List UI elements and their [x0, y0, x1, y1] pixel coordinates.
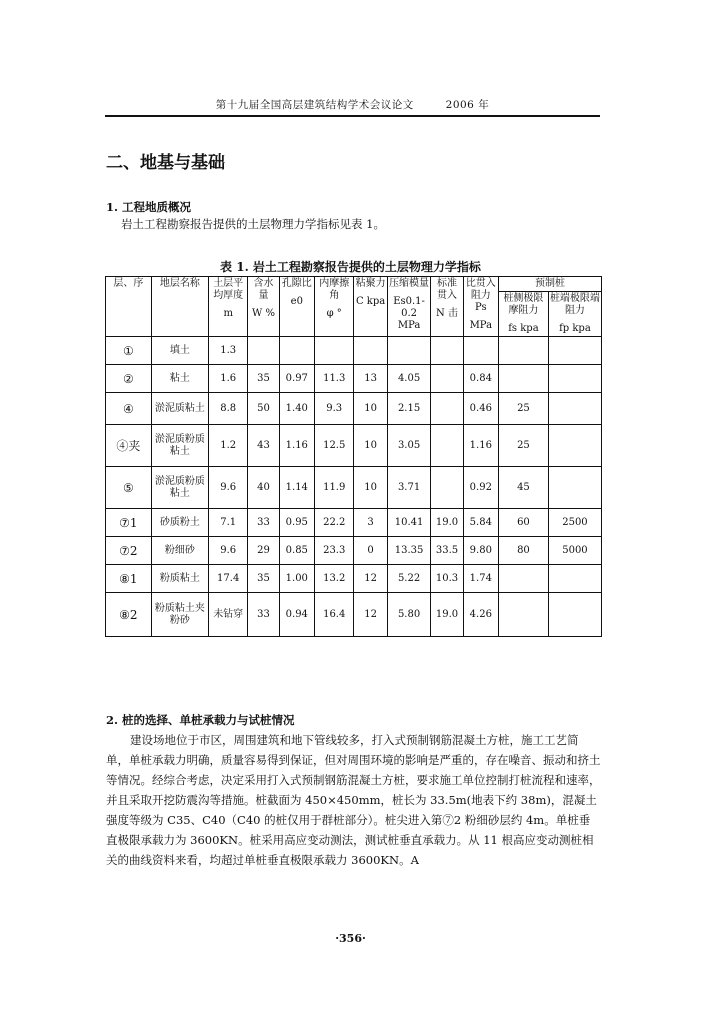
table-cell: 淤泥质粘土: [151, 393, 208, 425]
col-header-water-label: 含水量: [253, 278, 274, 301]
table-row: [106, 537, 602, 565]
soil-properties-table: [105, 276, 602, 637]
table-cell: 4.05: [387, 365, 431, 393]
table-cell: 5.22: [387, 565, 431, 593]
table-cell: 2500: [548, 509, 601, 537]
col-header-thickness: [208, 277, 248, 337]
table-cell: [498, 337, 548, 365]
header-rule: [105, 115, 600, 117]
col-header-friction-unit: φ °: [326, 308, 342, 319]
header-year: 2006 年: [445, 99, 490, 111]
table-cell: ④: [106, 393, 152, 425]
col-header-spt-unit: N 击: [436, 308, 458, 319]
col-header-fs: [498, 292, 548, 337]
table-cell: 0.46: [463, 393, 498, 425]
table-cell: 9.6: [208, 467, 248, 509]
table-cell: 33: [248, 509, 279, 537]
table-cell: [463, 337, 498, 365]
table-cell: 25: [498, 393, 548, 425]
table-cell: 2.15: [387, 393, 431, 425]
table-cell: 1.16: [279, 425, 314, 467]
table-cell: ⑧2: [106, 593, 152, 637]
col-header-fs-unit: fs kpa: [508, 323, 539, 334]
table-cell: [548, 467, 601, 509]
col-header-water-unit: W %: [252, 308, 276, 319]
table-row: [106, 565, 602, 593]
table-cell: 25: [498, 425, 548, 467]
table-cell: [279, 337, 314, 365]
table-cell: 33: [248, 593, 279, 637]
table-cell: [498, 593, 548, 637]
table-cell: 3.05: [387, 425, 431, 467]
running-header: [105, 97, 600, 112]
table-cell: 1.74: [463, 565, 498, 593]
table-cell: [248, 337, 279, 365]
col-header-friction: [314, 277, 354, 337]
table-row: [106, 425, 602, 467]
table-cell: 35: [248, 365, 279, 393]
col-header-fp: [548, 292, 601, 337]
col-header-cohesion: [354, 277, 387, 337]
table-cell: 16.4: [314, 593, 354, 637]
table-row: [106, 365, 602, 393]
col-header-name: [151, 277, 208, 337]
subsection-2-heading: 2. 桩的选择、单桩承载力与试桩情况: [106, 713, 295, 727]
table-cell: [548, 425, 601, 467]
col-header-modulus: [387, 277, 431, 337]
table-cell: 10.3: [431, 565, 463, 593]
table-cell: 1.40: [279, 393, 314, 425]
table-cell: 填土: [151, 337, 208, 365]
table-cell: [548, 593, 601, 637]
table-cell: 0.95: [279, 509, 314, 537]
table-cell: 17.4: [208, 565, 248, 593]
table-row: [106, 467, 602, 509]
table-cell: 0.85: [279, 537, 314, 565]
col-header-layer-label: 层、序: [113, 278, 144, 289]
subsection-1-heading: 1. 工程地质概况: [106, 200, 192, 214]
col-header-ps: [463, 277, 498, 337]
table-cell: 19.0: [431, 509, 463, 537]
table-cell: 0.84: [463, 365, 498, 393]
table-cell: 砂质粉土: [151, 509, 208, 537]
table-cell: 5.80: [387, 593, 431, 637]
table-cell: 9.80: [463, 537, 498, 565]
table-cell: [354, 337, 387, 365]
table-cell: 粘土: [151, 365, 208, 393]
header-conference: 第十九届全国高层建筑结构学术会议论文: [215, 99, 414, 111]
col-header-cohesion-label: 粘聚力: [355, 278, 386, 289]
col-group-precast-pile: 预制桩: [498, 277, 601, 292]
table-cell: 80: [498, 537, 548, 565]
table-cell: 13: [354, 365, 387, 393]
table-cell: 33.5: [431, 537, 463, 565]
page-number: ·356·: [335, 932, 366, 945]
table-cell: 60: [498, 509, 548, 537]
col-header-layer: [106, 277, 152, 337]
table-cell: 未钻穿: [208, 593, 248, 637]
table-cell: ⑦2: [106, 537, 152, 565]
section-title: 二、地基与基础: [106, 153, 225, 173]
table-cell: 1.00: [279, 565, 314, 593]
table-cell: [431, 393, 463, 425]
col-header-fp-label: 桩端极限端阻力: [549, 293, 600, 316]
col-header-spt-label: 标准贯入: [437, 278, 458, 301]
col-header-thickness-unit: m: [223, 308, 233, 319]
table-cell: 1.2: [208, 425, 248, 467]
table-cell: 29: [248, 537, 279, 565]
table-cell: 23.3: [314, 537, 354, 565]
table-cell: [498, 565, 548, 593]
table-row: [106, 509, 602, 537]
subsection-2-text: 建设场地位于市区，周围建筑和地下管线较多，打入式预制钢筋混凝土方桩，施工工艺简单，单桩承载力明确，质量容易得到保证，但对周围环境的影响是严重的，存在噪音、振动和挤土等情况。经综合考虑，决定采用打入式预制钢筋混凝土方桩，要求施工单位控制打桩流程和速率，并且采取开挖防震沟等措施。桩截面为 450×450mm，桩长为 33.5m(地表下约 38m)，混凝土强度等级为 C35、C40（C40 的桩仅用于群桩部分）。桩尖进入第⑦2 粉细砂层约 4m。单桩垂直极限承载力为 3600KN。桩采用高应变动测法，测试桩垂直承载力。从 11 根高应变动测桩相关的曲线资料来看，均超过单桩垂直极限承载力 3600KN。A: [106, 733, 601, 867]
col-header-friction-label: 内摩擦角: [319, 278, 350, 301]
table-cell: 0: [354, 537, 387, 565]
table-cell: [548, 565, 601, 593]
table-cell: 0.97: [279, 365, 314, 393]
table-cell: [548, 365, 601, 393]
col-header-fp-unit: fp kpa: [559, 323, 591, 334]
table-cell: 3.71: [387, 467, 431, 509]
col-header-void-label: 孔隙比: [281, 278, 312, 289]
table-cell: 5.84: [463, 509, 498, 537]
table-cell: 40: [248, 467, 279, 509]
table-cell: [431, 365, 463, 393]
table-cell: 9.6: [208, 537, 248, 565]
col-header-void: [279, 277, 314, 337]
table-cell: 1.6: [208, 365, 248, 393]
table-cell: 10: [354, 467, 387, 509]
table-cell: [387, 337, 431, 365]
col-header-spt: [431, 277, 463, 337]
table-cell: ④夹: [106, 425, 152, 467]
table-cell: 11.3: [314, 365, 354, 393]
table-cell: 12: [354, 593, 387, 637]
table-cell: 22.2: [314, 509, 354, 537]
table-cell: [548, 393, 601, 425]
col-header-modulus-unit: Es0.1-0.2 MPa: [393, 296, 425, 331]
table-row: [106, 393, 602, 425]
col-header-thickness-label: 土层平均厚度: [213, 278, 244, 301]
table-cell: 淤泥质粉质粘土: [151, 467, 208, 509]
table-body: [106, 337, 602, 637]
table-cell: 粉质粘土: [151, 565, 208, 593]
table-cell: 粉质粘土夹粉砂: [151, 593, 208, 637]
table-cell: ⑦1: [106, 509, 152, 537]
table-cell: 粉细砂: [151, 537, 208, 565]
table-cell: 13.2: [314, 565, 354, 593]
table-cell: 3: [354, 509, 387, 537]
col-header-fs-label: 桩侧极限摩阻力: [503, 293, 544, 316]
col-header-water: [248, 277, 279, 337]
col-header-modulus-label: 压缩模量: [389, 278, 430, 289]
col-header-void-unit: e0: [290, 296, 303, 307]
col-header-name-label: 地层名称: [159, 278, 200, 289]
table-cell: ⑤: [106, 467, 152, 509]
table-cell: [548, 337, 601, 365]
table-cell: [314, 337, 354, 365]
table-cell: [431, 337, 463, 365]
table-cell: 0.92: [463, 467, 498, 509]
table-cell: 45: [498, 467, 548, 509]
table-cell: 11.9: [314, 467, 354, 509]
table-row: [106, 593, 602, 637]
table-cell: 5000: [548, 537, 601, 565]
table-cell: 50: [248, 393, 279, 425]
subsection-1-text: 岩土工程勘察报告提供的土层物理力学指标见表 1。: [121, 217, 385, 231]
table-cell: 8.8: [208, 393, 248, 425]
table-cell: 淤泥质粉质粘土: [151, 425, 208, 467]
table-cell: 10: [354, 393, 387, 425]
col-header-ps-unit: MPa: [469, 320, 493, 331]
table-cell: 1.14: [279, 467, 314, 509]
col-header-cohesion-unit: C kpa: [355, 296, 386, 307]
table-cell: 7.1: [208, 509, 248, 537]
table-cell: [431, 425, 463, 467]
table-caption: 表 1. 岩土工程勘察报告提供的土层物理力学指标: [220, 260, 481, 274]
table-cell: 10: [354, 425, 387, 467]
table-cell: 12: [354, 565, 387, 593]
table-cell: 35: [248, 565, 279, 593]
table-cell: 43: [248, 425, 279, 467]
table-cell: ②: [106, 365, 152, 393]
table-cell: 1.16: [463, 425, 498, 467]
table-cell: 13.35: [387, 537, 431, 565]
table-cell: 0.94: [279, 593, 314, 637]
col-header-ps-label: 比贯入阻力 Ps: [465, 278, 496, 313]
table-cell: ①: [106, 337, 152, 365]
table-cell: 9.3: [314, 393, 354, 425]
table-cell: 1.3: [208, 337, 248, 365]
table-cell: ⑧1: [106, 565, 152, 593]
table-cell: 12.5: [314, 425, 354, 467]
table-cell: 19.0: [431, 593, 463, 637]
table-row: [106, 337, 602, 365]
table-cell: [431, 467, 463, 509]
table-cell: [498, 365, 548, 393]
table-cell: 10.41: [387, 509, 431, 537]
table-cell: 4.26: [463, 593, 498, 637]
